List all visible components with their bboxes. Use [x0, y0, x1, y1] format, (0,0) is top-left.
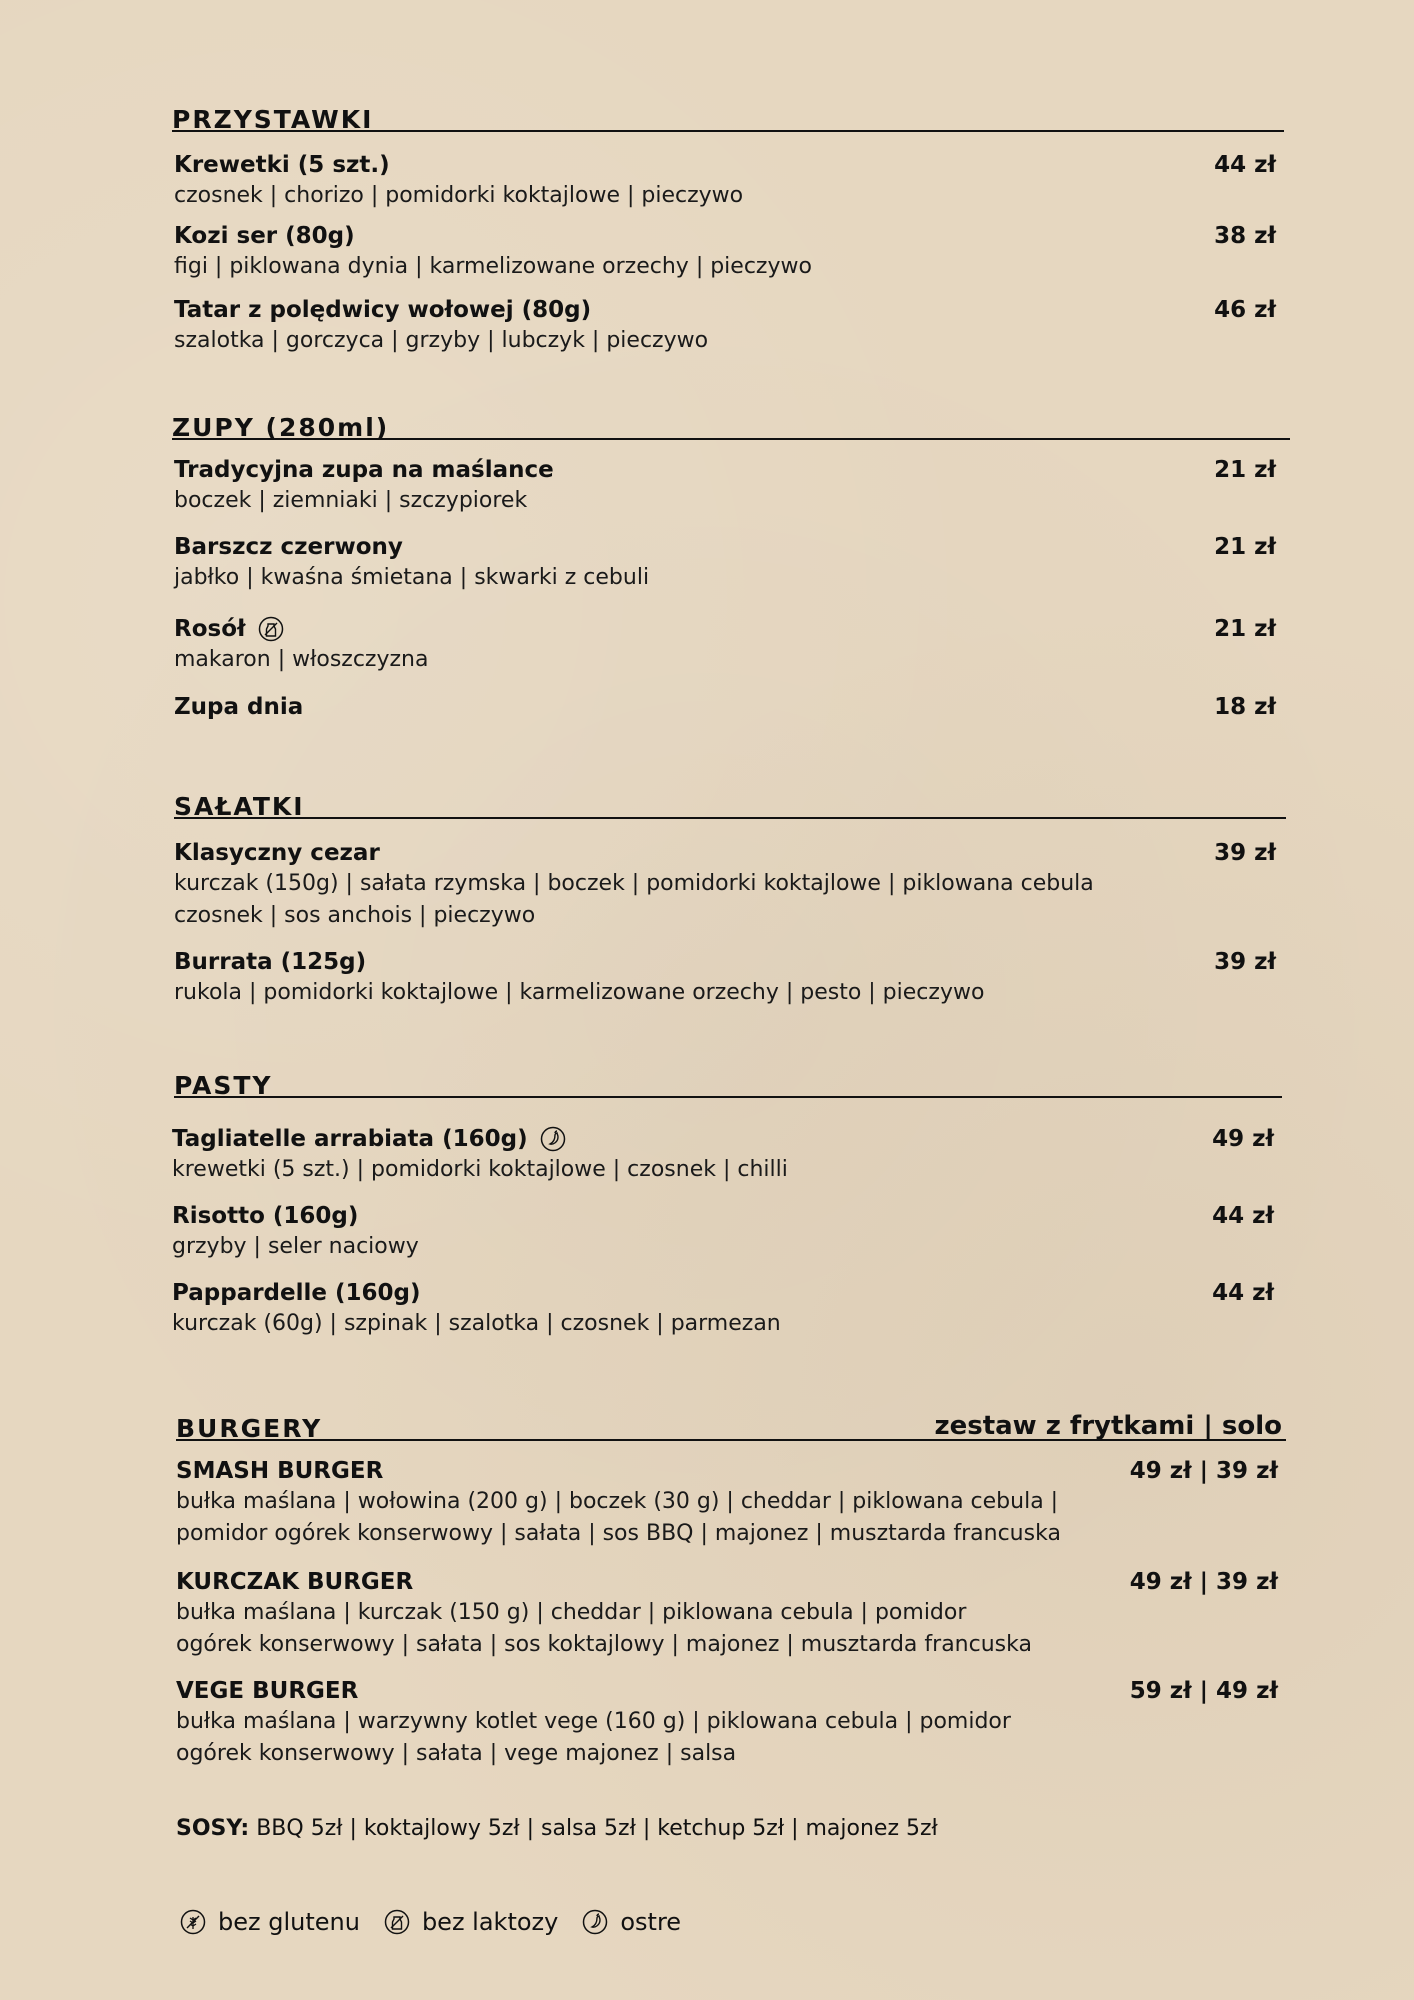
legend-label: ostre [620, 1908, 682, 1936]
item-name: Tagliatelle arrabiata (160g) [172, 1124, 1280, 1154]
item-description: kurczak (60g) | szpinak | szalotka | czosnek | parmezan [172, 1311, 781, 1336]
item-name: VEGE BURGER [176, 1678, 359, 1704]
item-description-line2: pomidor ogórek konserwowy | sałata | sos BBQ | majonez | musztarda francuska [176, 1521, 1061, 1546]
item-name: Tatar z polędwicy wołowej (80g) [174, 297, 592, 323]
section-pricing-label: zestaw z frytkami | solo [934, 1411, 1282, 1441]
item-price: 49 zł | 39 zł [1129, 1458, 1278, 1484]
lactose-free-icon [258, 616, 284, 642]
item-price: 46 zł [1214, 297, 1276, 323]
sauces-label: SOSY: [176, 1816, 250, 1841]
item-price: 38 zł [1214, 223, 1276, 249]
item-name: KURCZAK BURGER [176, 1569, 414, 1595]
section-title: BURGERY [176, 1414, 323, 1443]
section-title: PASTY [174, 1071, 273, 1100]
item-description: figi | piklowana dynia | karmelizowane orzechy | pieczywo [174, 254, 812, 279]
item-description-line2: ogórek konserwowy | sałata | sos koktajlowy | majonez | musztarda francuska [176, 1632, 1032, 1657]
item-price: 49 zł [1212, 1126, 1274, 1152]
menu-item [174, 150, 1282, 212]
section-header-salatki [174, 787, 1286, 819]
menu-item [172, 1124, 1280, 1186]
item-description-line2: czosnek | sos anchois | pieczywo [174, 903, 536, 928]
item-description: bułka maślana | warzywny kotlet vege (160 g) | piklowana cebula | pomidor [176, 1709, 1011, 1734]
legend-label: bez laktozy [421, 1908, 559, 1936]
item-description: makaron | włoszczyzna [174, 647, 429, 672]
item-name: Pappardelle (160g) [172, 1280, 421, 1306]
menu-item [174, 692, 1282, 722]
gluten-free-icon [180, 1909, 206, 1935]
section-title: ZUPY (280ml) [172, 413, 390, 442]
menu-item [176, 1567, 1284, 1661]
sauces-line [176, 1816, 938, 1841]
item-price: 59 zł | 49 zł [1129, 1678, 1278, 1704]
menu-item [176, 1676, 1284, 1770]
menu-item [172, 1201, 1280, 1263]
menu-item [176, 1456, 1284, 1550]
item-description: bułka maślana | kurczak (150 g) | cheddar | piklowana cebula | pomidor [176, 1600, 967, 1625]
item-description: kurczak (150g) | sałata rzymska | boczek | pomidorki koktajlowe | piklowana cebula [174, 871, 1094, 896]
item-name: Barszcz czerwony [174, 534, 403, 560]
legend-label: bez glutenu [218, 1908, 360, 1936]
legend-gluten-free [180, 1908, 360, 1936]
menu-item [174, 295, 1282, 357]
spicy-icon [582, 1909, 608, 1935]
item-price: 49 zł | 39 zł [1129, 1569, 1278, 1595]
section-header-zupy [172, 408, 1290, 440]
legend-spicy [582, 1908, 681, 1936]
item-name: Rosół [174, 614, 1282, 644]
item-price: 39 zł [1214, 840, 1276, 866]
item-description: krewetki (5 szt.) | pomidorki koktajlowe | czosnek | chilli [172, 1157, 788, 1182]
item-price: 21 zł [1214, 616, 1276, 642]
item-name: Zupa dnia [174, 694, 304, 720]
item-description: bułka maślana | wołowina (200 g) | boczek (30 g) | cheddar | piklowana cebula | [176, 1489, 1059, 1514]
item-price: 44 zł [1214, 152, 1276, 178]
item-price: 21 zł [1214, 534, 1276, 560]
item-description: boczek | ziemniaki | szczypiorek [174, 488, 528, 513]
item-price: 39 zł [1214, 949, 1276, 975]
item-name: Klasyczny cezar [174, 840, 380, 866]
legend-lactose-free [384, 1908, 558, 1936]
section-header-burgery [176, 1409, 1286, 1441]
item-description: jabłko | kwaśna śmietana | skwarki z cebuli [174, 565, 650, 590]
menu-item [174, 455, 1282, 517]
item-name: SMASH BURGER [176, 1458, 384, 1484]
spicy-icon [540, 1126, 566, 1152]
lactose-free-icon [384, 1909, 410, 1935]
menu-item [174, 947, 1282, 1009]
item-name: Tradycyjna zupa na maślance [174, 457, 554, 483]
section-title: SAŁATKI [174, 792, 305, 821]
item-description: rukola | pomidorki koktajlowe | karmelizowane orzechy | pesto | pieczywo [174, 980, 985, 1005]
item-price: 18 zł [1214, 694, 1276, 720]
menu-item [174, 614, 1282, 676]
item-name: Kozi ser (80g) [174, 223, 355, 249]
menu-item [174, 838, 1282, 932]
item-name: Krewetki (5 szt.) [174, 152, 390, 178]
item-description: grzyby | seler naciowy [172, 1234, 419, 1259]
section-header-przystawki [172, 100, 1284, 132]
sauces-list: BBQ 5zł | koktajlowy 5zł | salsa 5zł | ketchup 5zł | majonez 5zł [256, 1816, 938, 1841]
menu-item [174, 532, 1282, 594]
item-description: szalotka | gorczyca | grzyby | lubczyk | pieczywo [174, 328, 709, 353]
menu-item [174, 221, 1282, 283]
item-name: Risotto (160g) [172, 1203, 359, 1229]
icon-legend [180, 1908, 681, 1936]
item-name: Burrata (125g) [174, 949, 367, 975]
section-title: PRZYSTAWKI [172, 105, 374, 134]
item-description-line2: ogórek konserwowy | sałata | vege majonez | salsa [176, 1741, 737, 1766]
item-price: 44 zł [1212, 1203, 1274, 1229]
item-price: 44 zł [1212, 1280, 1274, 1306]
item-price: 21 zł [1214, 457, 1276, 483]
section-header-pasty [174, 1066, 1282, 1098]
item-description: czosnek | chorizo | pomidorki koktajlowe | pieczywo [174, 183, 744, 208]
menu-item [172, 1278, 1280, 1340]
